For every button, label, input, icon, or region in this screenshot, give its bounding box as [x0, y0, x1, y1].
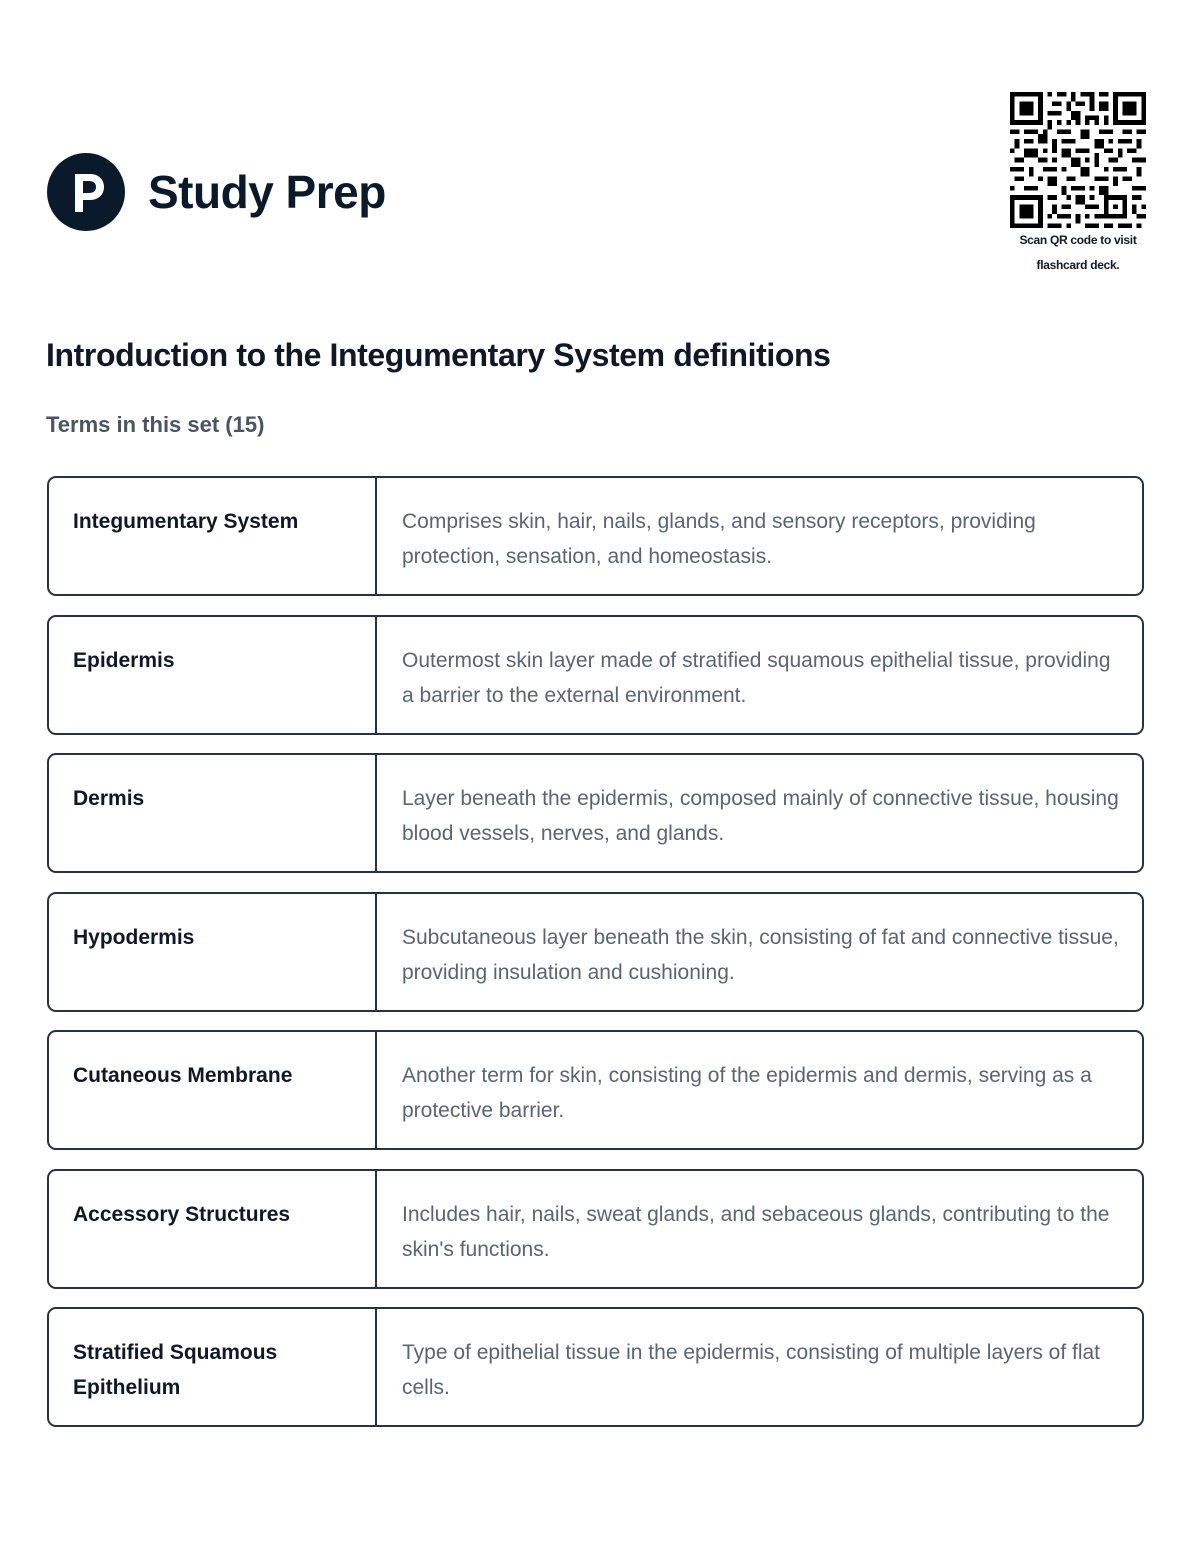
qr-code-icon[interactable] — [1010, 92, 1146, 228]
card-term: Integumentary System — [49, 478, 377, 594]
card-term: Stratified Squamous Epithelium — [49, 1309, 377, 1425]
terms-count: Terms in this set (15) — [46, 412, 265, 437]
card-definition: Layer beneath the epidermis, composed mainly of connective tissue, housing blood vessels, nerves, and glands. — [402, 787, 1119, 845]
flashcard — [47, 1307, 1144, 1427]
flashcard — [47, 753, 1144, 873]
qr-caption: Scan QR code to visit flashcard deck. — [1019, 233, 1137, 272]
pearson-logo-icon — [46, 152, 126, 232]
card-definition: Another term for skin, consisting of the epidermis and dermis, serving as a protective barrier. — [402, 1064, 1092, 1122]
flashcard — [47, 615, 1144, 735]
card-definition: Includes hair, nails, sweat glands, and sebaceous glands, contributing to the skin's functions. — [402, 1202, 1110, 1261]
flashcard — [47, 892, 1144, 1012]
card-definition: Subcutaneous layer beneath the skin, consisting of fat and connective tissue, providing insulation and cushioning. — [402, 925, 1119, 984]
card-term: Accessory Structures — [49, 1171, 377, 1287]
flashcard-list — [47, 476, 1144, 1446]
card-definition: Outermost skin layer made of stratified squamous epithelial tissue, providing a barrier to the external environment. — [402, 648, 1111, 707]
flashcard — [47, 1169, 1144, 1289]
flashcard — [47, 476, 1144, 596]
page-title: Introduction to the Integumentary System definitions — [46, 337, 831, 373]
card-definition: Type of epithelial tissue in the epidermis, consisting of multiple layers of flat cells. — [402, 1341, 1101, 1399]
card-term: Hypodermis — [49, 894, 377, 1010]
flashcard — [47, 1030, 1144, 1150]
card-definition: Comprises skin, hair, nails, glands, and sensory receptors, providing protection, sensation, and homeostasis. — [402, 510, 1036, 568]
brand-title: Study Prep — [148, 166, 386, 218]
card-term: Epidermis — [49, 617, 377, 733]
card-term: Dermis — [49, 755, 377, 871]
card-term: Cutaneous Membrane — [49, 1032, 377, 1148]
